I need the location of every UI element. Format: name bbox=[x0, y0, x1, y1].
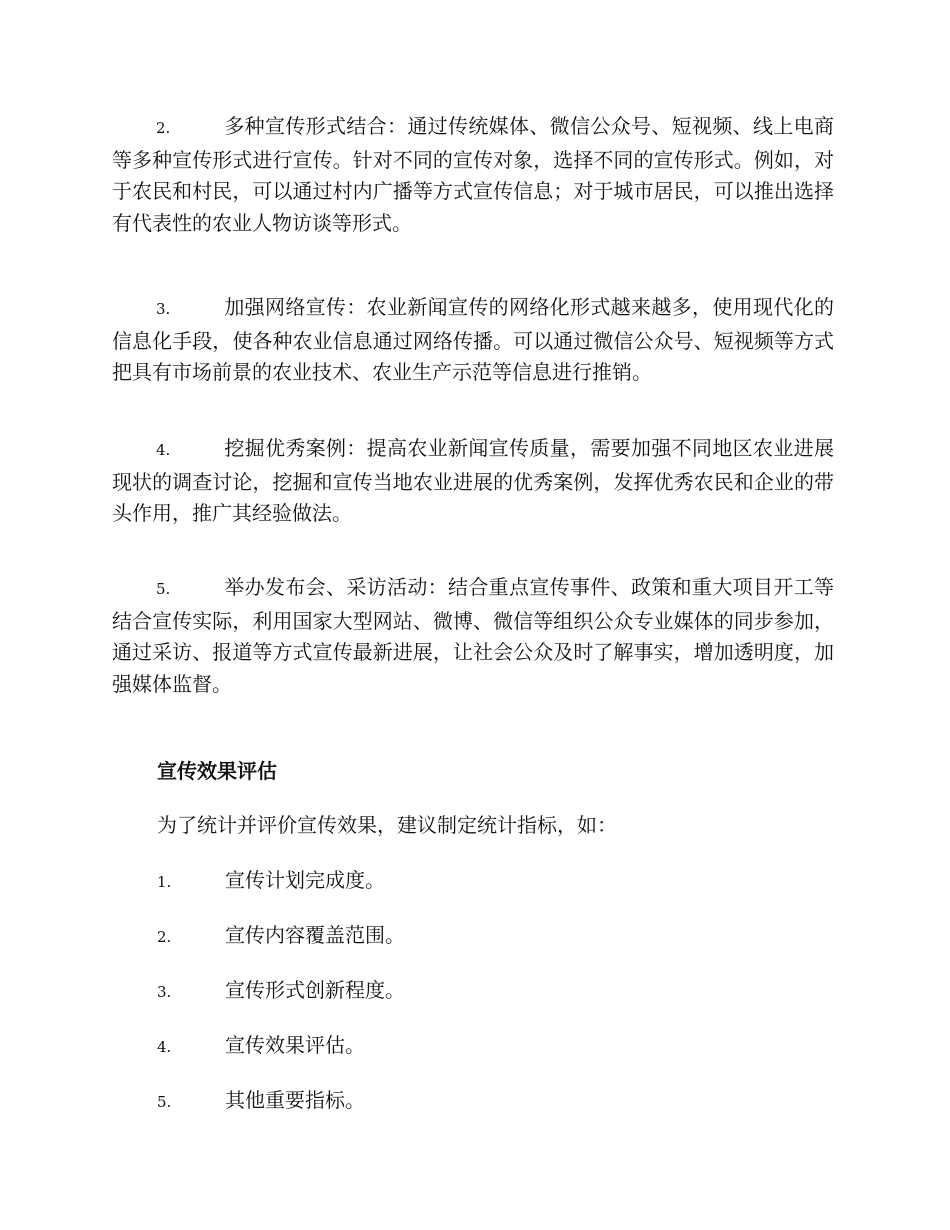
list-number: 3. bbox=[156, 300, 171, 318]
list-text: 挖掘优秀案例：提高农业新闻宣传质量，需要加强不同地区农业进展现状的调查讨论，挖掘和宣传当地农业进展的优秀案例，发挥优秀农民和企业的带头作用，推广其经验做法。 bbox=[112, 436, 834, 525]
strategy-item-4 bbox=[112, 433, 834, 530]
section-heading: 宣传效果评估 bbox=[157, 759, 277, 783]
indicator-item bbox=[157, 865, 385, 897]
list-text: 其他重要指标。 bbox=[225, 1088, 365, 1112]
list-number: 4. bbox=[157, 1038, 172, 1056]
list-text: 加强网络宣传：农业新闻宣传的网络化形式越来越多，使用现代化的信息化手段，使各种农业信息通过网络传播。可以通过微信公众号、短视频等方式把具有市场前景的农业技术、农业生产示范等信息进行推销。 bbox=[112, 295, 834, 384]
list-number: 2. bbox=[156, 119, 171, 137]
list-text: 宣传效果评估。 bbox=[225, 1033, 365, 1057]
list-text: 举办发布会、采访活动：结合重点宣传事件、政策和重大项目开工等结合宣传实际，利用国家大型网站、微博、微信等组织公众专业媒体的同步参加，通过采访、报道等方式宣传最新进展，让社会公众及时了解事实，增加透明度，加强媒体监督。 bbox=[112, 575, 834, 696]
list-number: 4. bbox=[156, 441, 171, 459]
list-number: 5. bbox=[157, 1093, 172, 1111]
list-text: 宣传内容覆盖范围。 bbox=[225, 923, 405, 947]
indicator-item bbox=[157, 920, 405, 952]
strategy-item-5 bbox=[112, 572, 834, 700]
list-number: 5. bbox=[156, 580, 171, 598]
indicator-item bbox=[157, 975, 405, 1007]
strategy-item-2 bbox=[112, 111, 834, 239]
strategy-item-3 bbox=[112, 292, 834, 389]
list-text: 宣传计划完成度。 bbox=[225, 868, 385, 892]
list-text: 多种宣传形式结合：通过传统媒体、微信公众号、短视频、线上电商等多种宣传形式进行宣传。针对不同的宣传对象，选择不同的宣传形式。例如，对于农民和村民，可以通过村内广播等方式宣传信息；对于城市居民，可以推出选择有代表性的农业人物访谈等形式。 bbox=[112, 114, 834, 235]
section-intro: 为了统计并评价宣传效果，建议制定统计指标，如： bbox=[157, 813, 617, 837]
list-number: 2. bbox=[157, 928, 172, 946]
indicator-item bbox=[157, 1030, 365, 1062]
list-number: 1. bbox=[157, 873, 172, 891]
indicator-item bbox=[157, 1085, 365, 1117]
list-number: 3. bbox=[157, 983, 172, 1001]
list-text: 宣传形式创新程度。 bbox=[225, 978, 405, 1002]
